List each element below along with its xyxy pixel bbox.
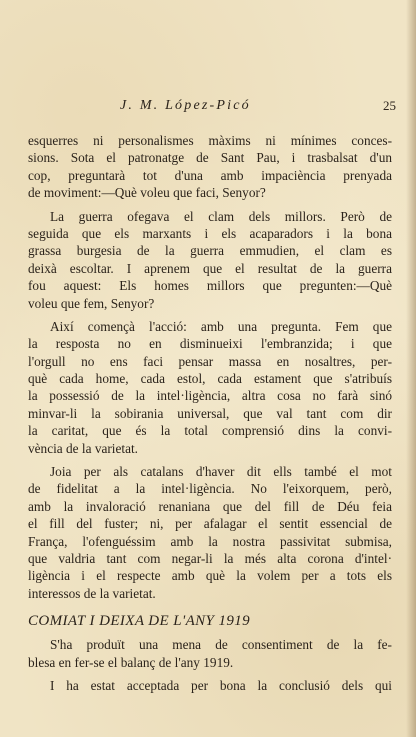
- paragraph: [28, 318, 392, 457]
- text-line: sions. Sota el patronatge de Sant Pau, i trasbalsat d'un: [28, 150, 392, 166]
- text-line: grassa burgesia de la guerra emmudien, el clam es: [28, 243, 392, 259]
- text-line: el fill del fuster; ni, per afalagar el sentit essencial de: [28, 516, 392, 532]
- text-line: La guerra ofegava el clam dels millors. Però de: [50, 208, 392, 224]
- text-line: S'ha produït una mena de consentiment de la fe-: [50, 637, 392, 653]
- paragraph: [28, 132, 392, 202]
- text-line: Així començà l'acció: amb una pregunta. Fem que: [50, 318, 392, 334]
- text-line: interessos de la varietat.: [28, 585, 156, 601]
- paragraph: [28, 463, 392, 602]
- text-line: la resposta no en disminueixi l'embranzida; i que: [28, 336, 392, 352]
- paragraph: [28, 677, 392, 694]
- paragraph: [28, 208, 392, 312]
- page-edge-shadow: [406, 0, 416, 737]
- text-line: què cada home, cada estol, cada estament que s'atribuís: [28, 371, 392, 387]
- text-line: vència de la varietat.: [28, 440, 139, 456]
- body-text: [28, 132, 392, 694]
- text-line: de fidelitat a la intel·ligència. No l'eixorquem, però,: [28, 481, 392, 497]
- running-head: J. M. López-Picó: [120, 98, 251, 113]
- text-line: que valdria tant com negar-li la més alta corona d'intel·: [28, 550, 392, 566]
- text-line: deixà escoltar. I aprenem que el resultat de la guerra: [28, 260, 392, 276]
- page-number: 25: [383, 98, 396, 113]
- section-title: COMIAT I DEIXA DE L'ANY 1919: [28, 613, 251, 630]
- text-line: fou aquest: Els homes millors que pregunten:—Què: [28, 278, 392, 294]
- page-header: [26, 98, 396, 118]
- text-line: esquerres ni personalismes màxims ni mínimes conces-: [28, 133, 392, 148]
- paragraph: [28, 636, 392, 671]
- text-line: blesa en fer-se el balanç de l'any 1919.: [28, 654, 234, 670]
- text-line: cop, preguntarà tot d'una amb impaciència prenyada: [28, 167, 392, 183]
- text-line: França, l'ofenguéssim amb la nostra passivitat submisa,: [28, 533, 392, 549]
- text-line: minvar-li la sobirania universal, que val tant com dir: [28, 405, 392, 421]
- text-line: de moviment:—Què voleu que faci, Senyor?: [28, 185, 266, 201]
- text-line: voleu que fem, Senyor?: [28, 295, 155, 311]
- text-line: la possessió de la intel·ligència, altra cosa no farà sinó: [28, 388, 392, 404]
- text-line: la caritat, que és la total comprensió dins la convi-: [28, 423, 392, 439]
- text-line: ligència i el respecte amb què la volem per a tots els: [28, 568, 392, 584]
- text-line: seguida que els marxants i els acaparadors i la bona: [28, 225, 392, 241]
- text-line: l'orgull no ens faci pensar massa en nosaltres, per-: [28, 353, 392, 369]
- text-line: I ha estat acceptada per bona la conclusió dels qui: [50, 677, 392, 693]
- text-line: Joia per als catalans d'haver dit ells també el mot: [50, 464, 392, 480]
- text-line: amb la invaloració renaniana que del fill de Déu feia: [28, 498, 392, 514]
